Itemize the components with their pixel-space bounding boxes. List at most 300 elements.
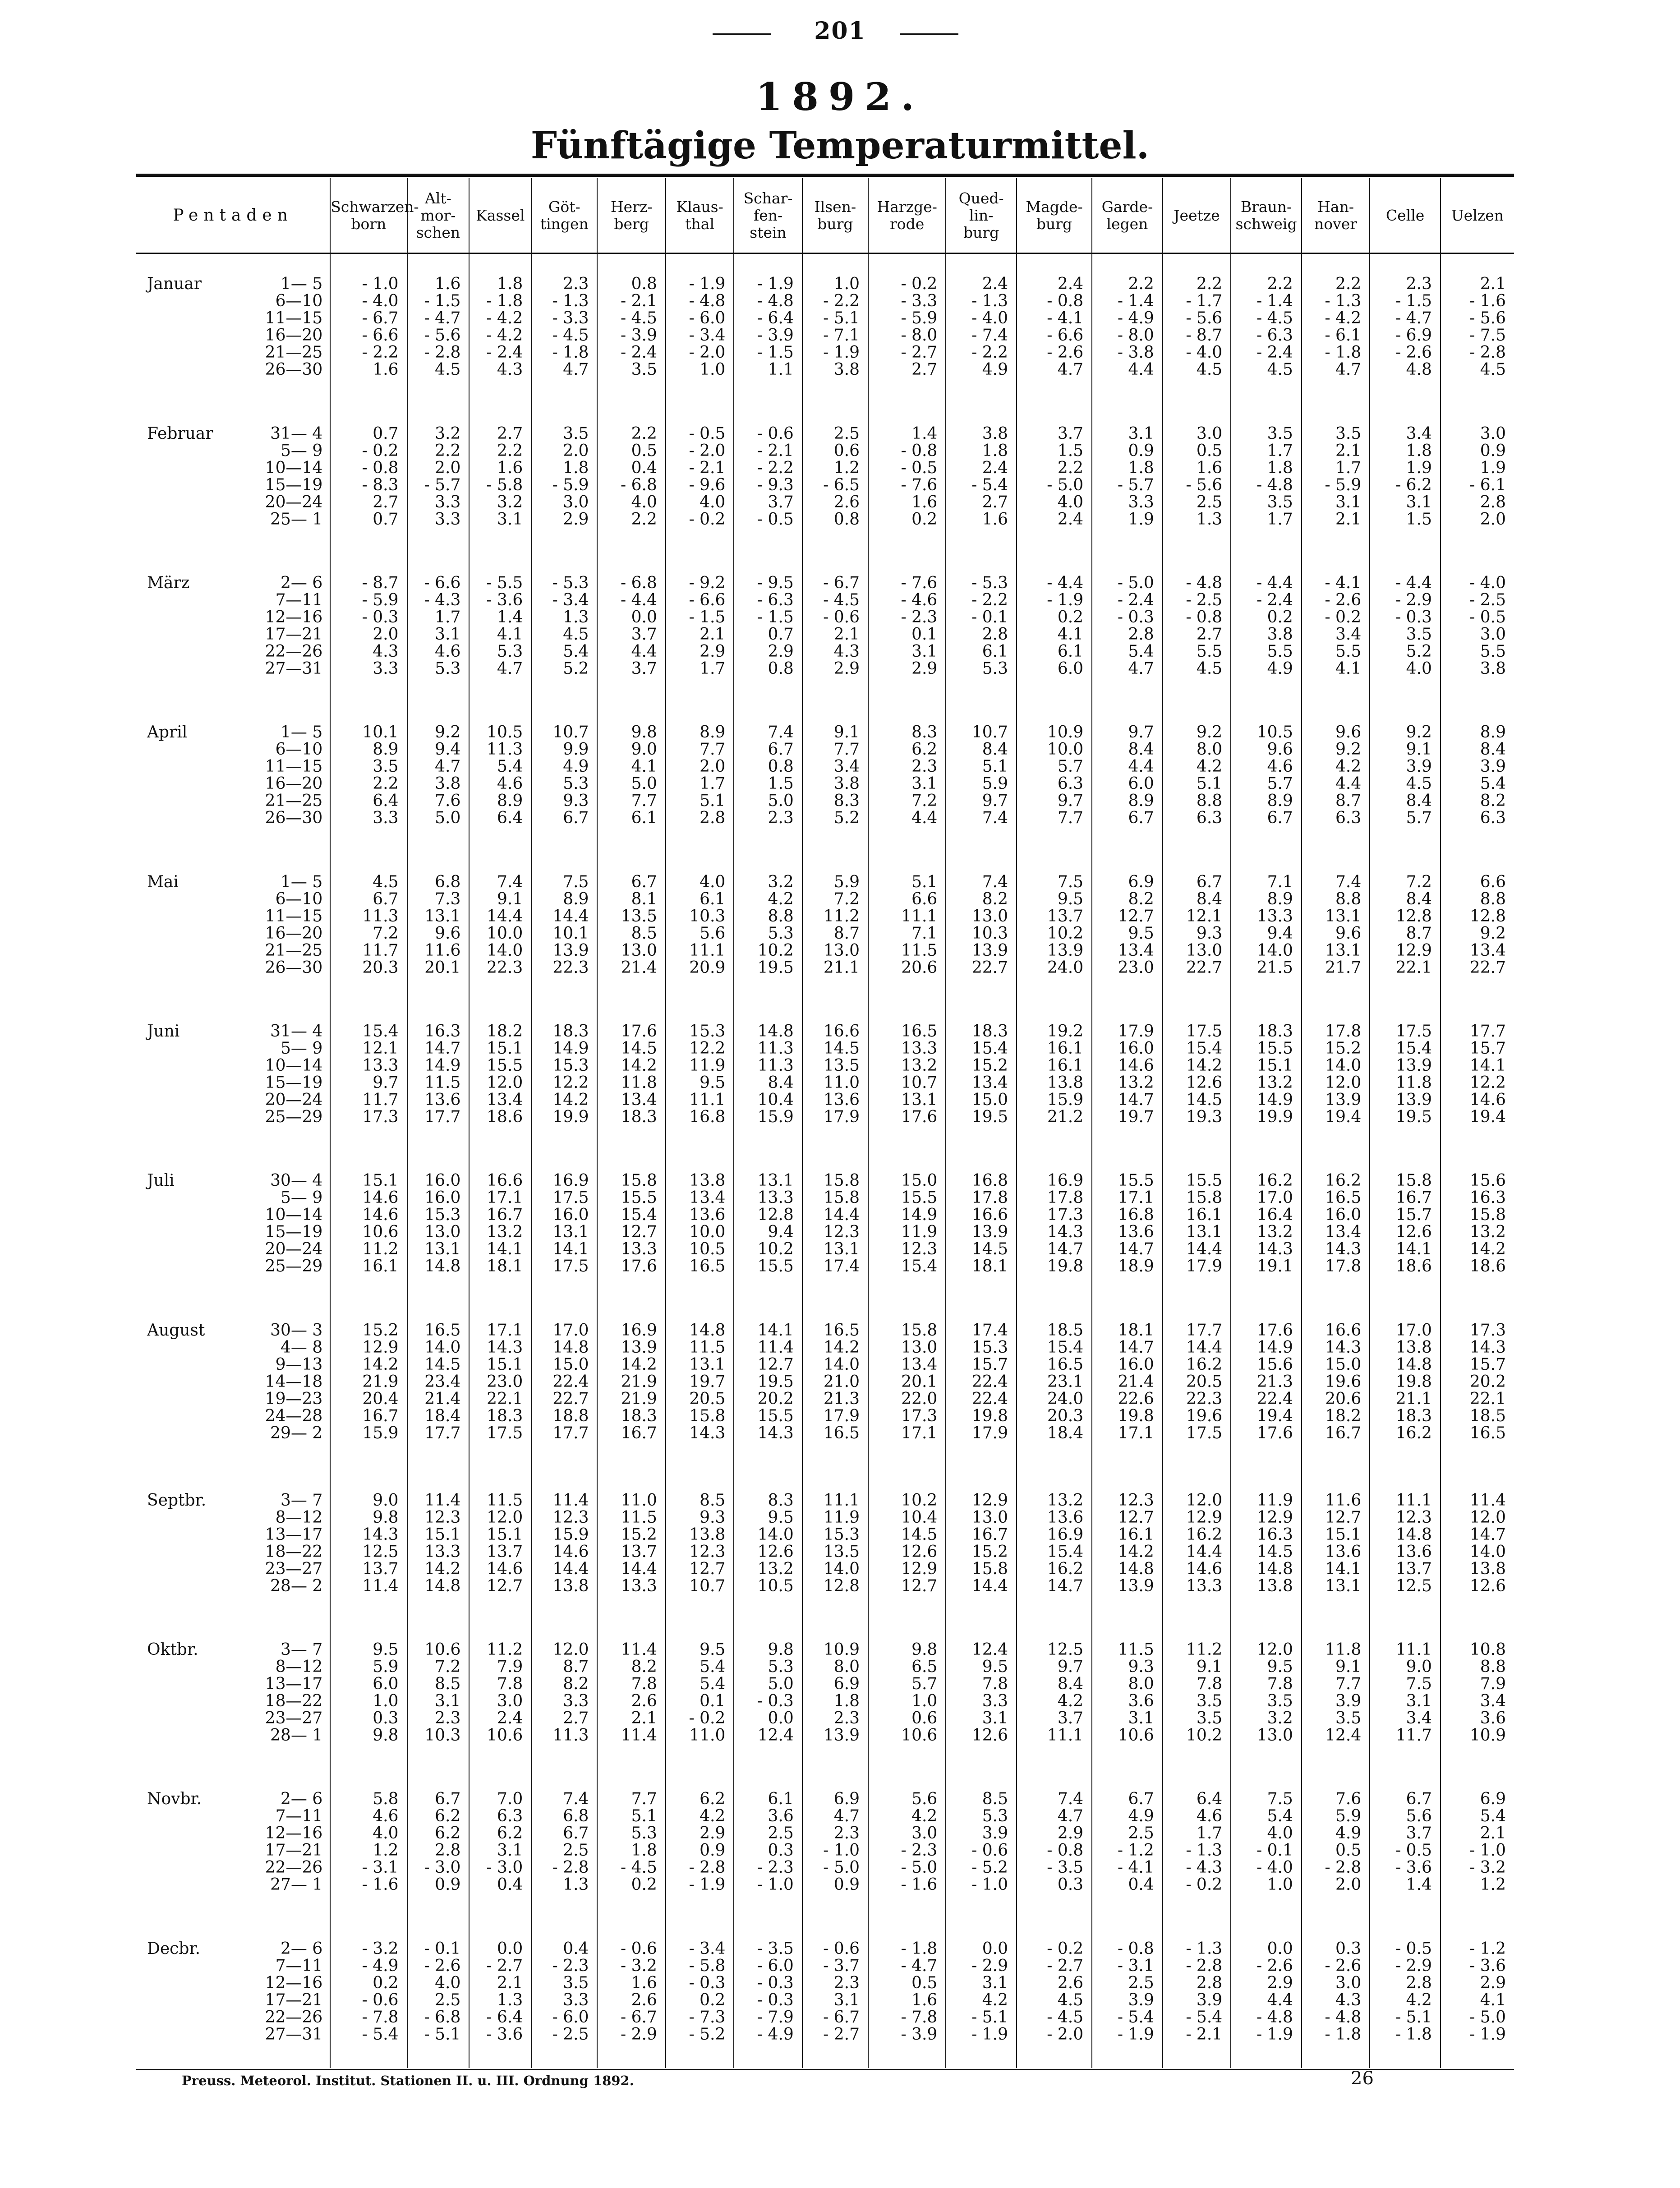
temperature-value: 2.3 xyxy=(833,1824,860,1843)
temperature-value: 3.8 xyxy=(1480,659,1506,678)
temperature-value: 11.1 xyxy=(1395,1640,1432,1659)
temperature-value: 14.0 xyxy=(1257,941,1293,960)
temperature-value: - 1.5 xyxy=(689,608,726,626)
temperature-value: 3.1 xyxy=(911,774,938,793)
temperature-value: 19.4 xyxy=(1257,1406,1293,1425)
temperature-value: 14.3 xyxy=(1469,1338,1506,1357)
temperature-value: - 5.5 xyxy=(486,573,523,592)
column-header-line: Ilsen- xyxy=(814,198,856,216)
temperature-value: 4.2 xyxy=(911,1807,938,1826)
temperature-value: 12.2 xyxy=(1469,1073,1506,1092)
month-name xyxy=(136,959,147,977)
temperature-value: 2.0 xyxy=(1480,510,1506,529)
temperature-value: 16.3 xyxy=(1257,1525,1293,1544)
temperature-value: - 1.3 xyxy=(1186,1841,1223,1860)
temperature-value: 6.1 xyxy=(982,642,1008,661)
temperature-value: 2.3 xyxy=(833,1709,860,1727)
temperature-value: 17.0 xyxy=(1395,1321,1432,1340)
temperature-value: 2.0 xyxy=(700,757,726,776)
temperature-value: 16.2 xyxy=(1186,1525,1223,1544)
header-dash-right xyxy=(900,33,958,35)
temperature-value: 11.9 xyxy=(1257,1491,1293,1510)
temperature-value: 11.4 xyxy=(424,1491,461,1510)
month-name xyxy=(136,1092,147,1109)
station-values-cell xyxy=(531,1001,597,1151)
temperature-value: 12.8 xyxy=(823,1576,860,1595)
temperature-value: 2.3 xyxy=(768,809,794,828)
pentad-range: 18—22 xyxy=(265,1691,323,1710)
temperature-value: - 0.8 xyxy=(1117,1939,1154,1958)
temperature-value: 12.6 xyxy=(971,1726,1008,1745)
temperature-value: 17.3 xyxy=(1469,1321,1506,1340)
temperature-value: 4.5 xyxy=(1406,774,1432,793)
pentad-range: 2— 6 xyxy=(281,1790,323,1809)
temperature-value: - 2.4 xyxy=(1256,590,1293,609)
temperature-value: 9.4 xyxy=(435,740,461,759)
temperature-value: - 0.3 xyxy=(757,1973,794,1992)
temperature-value: - 4.1 xyxy=(1117,1858,1154,1877)
temperature-value: 15.6 xyxy=(1469,1171,1506,1190)
temperature-value: 12.9 xyxy=(1395,941,1432,960)
temperature-value: 15.3 xyxy=(971,1338,1008,1357)
temperature-value: 2.9 xyxy=(833,659,860,678)
temperature-value: - 8.0 xyxy=(1117,326,1154,345)
temperature-value: 3.1 xyxy=(497,510,523,529)
column-header-line: Harzge- xyxy=(877,198,937,216)
temperature-value: 5.0 xyxy=(435,809,461,828)
temperature-value: 3.0 xyxy=(563,493,589,511)
temperature-value: 16.5 xyxy=(823,1423,860,1442)
temperature-value: 2.5 xyxy=(563,1841,589,1860)
temperature-value: - 1.9 xyxy=(689,275,726,293)
temperature-value: 5.4 xyxy=(563,642,589,661)
column-header-line: Pentaden xyxy=(173,206,293,225)
temperature-value: 8.8 xyxy=(768,907,794,926)
month-name xyxy=(136,1727,147,1744)
temperature-value: - 1.5 xyxy=(757,608,794,626)
temperature-value: 13.7 xyxy=(362,1559,399,1578)
temperature-value: 4.0 xyxy=(631,493,657,511)
pentad-range: 30— 3 xyxy=(270,1321,323,1340)
temperature-value: 5.4 xyxy=(700,1674,726,1693)
temperature-value: 17.1 xyxy=(1118,1188,1154,1207)
pentad-range: 16—20 xyxy=(265,924,323,943)
temperature-value: - 0.3 xyxy=(1395,608,1432,626)
month-name xyxy=(136,511,147,528)
temperature-value: - 4.2 xyxy=(486,326,523,345)
temperature-value: - 3.4 xyxy=(552,590,589,609)
month-name xyxy=(136,1992,147,2009)
temperature-value: 2.9 xyxy=(911,659,938,678)
column-header-station xyxy=(407,178,469,253)
temperature-value: 14.1 xyxy=(1325,1559,1362,1578)
temperature-value: 13.8 xyxy=(1257,1576,1293,1595)
temperature-value: - 2.2 xyxy=(757,458,794,477)
temperature-value: 14.6 xyxy=(552,1542,589,1561)
pentad-label-row xyxy=(136,874,330,891)
temperature-value: 7.0 xyxy=(497,1790,523,1809)
temperature-value: 7.8 xyxy=(631,1674,657,1693)
temperature-value: 2.3 xyxy=(435,1709,461,1727)
temperature-value: 8.3 xyxy=(833,792,860,811)
temperature-value: 5.3 xyxy=(982,1807,1008,1826)
station-values-cell xyxy=(1231,1919,1302,2068)
temperature-value: 16.2 xyxy=(1186,1355,1223,1374)
temperature-value: 23.4 xyxy=(424,1372,461,1391)
temperature-value: 14.9 xyxy=(901,1206,938,1225)
temperature-value: - 2.1 xyxy=(689,458,726,477)
pentad-label-row xyxy=(136,1992,330,2009)
temperature-value: 16.2 xyxy=(1257,1171,1293,1190)
station-values-cell xyxy=(1231,1769,1302,1918)
temperature-value: 3.7 xyxy=(1057,424,1084,443)
temperature-value: 8.0 xyxy=(1128,1674,1154,1693)
temperature-value: 8.3 xyxy=(911,723,938,742)
temperature-value: - 5.0 xyxy=(1469,2008,1506,2027)
temperature-value: 3.3 xyxy=(435,510,461,529)
temperature-value: - 3.4 xyxy=(689,326,726,345)
temperature-value: - 1.0 xyxy=(1469,1841,1506,1860)
temperature-value: 7.3 xyxy=(435,889,461,908)
pentad-labels xyxy=(136,1470,330,1620)
temperature-value: 13.4 xyxy=(901,1355,938,1374)
temperature-value: 21.9 xyxy=(621,1389,657,1408)
temperature-value: 15.5 xyxy=(901,1188,938,1207)
station-values-cell xyxy=(1370,1001,1441,1151)
temperature-value: 14.0 xyxy=(424,1338,461,1357)
temperature-value: 14.4 xyxy=(971,1576,1008,1595)
pentad-label-row xyxy=(136,1074,330,1092)
temperature-value: - 5.9 xyxy=(901,309,938,327)
temperature-value: 12.6 xyxy=(1395,1223,1432,1242)
temperature-value: 0.9 xyxy=(1128,441,1154,460)
column-header-station xyxy=(868,178,946,253)
pentad-range: 21—25 xyxy=(265,792,323,811)
temperature-value: 21.4 xyxy=(1118,1372,1154,1391)
temperature-value: 14.7 xyxy=(1118,1090,1154,1109)
temperature-value: 16.9 xyxy=(552,1171,589,1190)
station-values-cell xyxy=(407,852,469,1001)
temperature-value: - 3.6 xyxy=(1469,1956,1506,1975)
month-name xyxy=(136,1958,147,1975)
temperature-value: 12.3 xyxy=(901,1240,938,1259)
temperature-value: 7.7 xyxy=(1057,809,1084,828)
temperature-value: - 6.8 xyxy=(621,573,657,592)
temperature-value: 15.5 xyxy=(757,1406,794,1425)
temperature-value: 9.4 xyxy=(1267,924,1293,943)
temperature-value: 2.2 xyxy=(1057,458,1084,477)
temperature-value: 13.2 xyxy=(901,1056,938,1075)
column-header-line: Celle xyxy=(1385,206,1425,224)
temperature-value: 8.9 xyxy=(373,740,399,759)
temperature-value: 10.2 xyxy=(1186,1726,1223,1745)
temperature-value: 5.9 xyxy=(373,1657,399,1676)
temperature-value: 2.1 xyxy=(1335,441,1362,460)
temperature-value: 2.7 xyxy=(373,493,399,511)
temperature-value: 12.5 xyxy=(1047,1640,1084,1659)
temperature-value: 4.9 xyxy=(1335,1824,1362,1843)
temperature-value: - 2.4 xyxy=(1256,343,1293,362)
station-values-cell xyxy=(666,1470,734,1620)
temperature-value: - 4.8 xyxy=(1256,475,1293,494)
temperature-value: 2.9 xyxy=(768,642,794,661)
temperature-value: - 4.6 xyxy=(901,590,938,609)
column-header-station xyxy=(1231,178,1302,253)
temperature-value: - 1.8 xyxy=(901,1939,938,1958)
temperature-value: - 1.5 xyxy=(757,343,794,362)
temperature-value: 5.0 xyxy=(768,792,794,811)
temperature-value: 7.1 xyxy=(1267,872,1293,891)
temperature-value: 3.7 xyxy=(1406,1824,1432,1843)
temperature-value: 3.5 xyxy=(1196,1691,1223,1710)
temperature-value: 1.0 xyxy=(373,1691,399,1710)
pentad-label-row xyxy=(136,1092,330,1109)
temperature-value: 21.2 xyxy=(1047,1107,1084,1126)
station-values-cell xyxy=(597,1001,665,1151)
month-name: August xyxy=(147,1321,205,1340)
column-header-line: Kassel xyxy=(476,206,525,224)
temperature-value: 5.5 xyxy=(1335,642,1362,661)
temperature-value: - 5.3 xyxy=(971,573,1008,592)
pentad-label-row xyxy=(136,1356,330,1373)
month-name xyxy=(136,1189,147,1207)
temperature-value: 3.1 xyxy=(833,1990,860,2009)
pentad-range: 2— 6 xyxy=(281,1939,323,1958)
station-values-cell xyxy=(330,1919,407,2068)
temperature-value: 3.7 xyxy=(1057,1709,1084,1727)
temperature-value: 11.1 xyxy=(901,907,938,926)
temperature-value: 16.1 xyxy=(1047,1039,1084,1058)
temperature-value: - 3.5 xyxy=(757,1939,794,1958)
temperature-value: 14.9 xyxy=(552,1039,589,1058)
temperature-value: 20.2 xyxy=(757,1389,794,1408)
temperature-value: - 2.5 xyxy=(1186,590,1223,609)
temperature-value: 7.9 xyxy=(497,1657,523,1676)
month-name xyxy=(136,1859,147,1876)
temperature-value: 5.9 xyxy=(833,872,860,891)
temperature-value: 2.3 xyxy=(833,1973,860,1992)
bottom-rule xyxy=(136,2069,1514,2070)
temperature-value: - 5.6 xyxy=(424,326,461,345)
temperature-value: 1.6 xyxy=(1196,458,1223,477)
column-header-line: Uelzen xyxy=(1451,206,1504,224)
month-name xyxy=(136,1258,147,1275)
pentad-label-row xyxy=(136,276,330,293)
temperature-value: - 4.4 xyxy=(1047,573,1084,592)
pentad-range: 23—27 xyxy=(265,1709,323,1727)
temperature-value: - 5.7 xyxy=(424,475,461,494)
temperature-value: 13.0 xyxy=(621,941,657,960)
temperature-value: 3.1 xyxy=(1128,424,1154,443)
temperature-value: 13.4 xyxy=(487,1090,523,1109)
temperature-value: 2.5 xyxy=(1128,1824,1154,1843)
pentad-range: 15—19 xyxy=(265,1223,323,1242)
station-values-cell xyxy=(1370,852,1441,1001)
temperature-value: 21.7 xyxy=(1325,958,1362,977)
temperature-value: 16.6 xyxy=(487,1171,523,1190)
temperature-value: 15.5 xyxy=(1257,1039,1293,1058)
column-header-line: legen xyxy=(1106,215,1148,233)
temperature-value: 5.7 xyxy=(1267,774,1293,793)
pentad-label-row xyxy=(136,1710,330,1727)
temperature-value: - 3.2 xyxy=(362,1939,399,1958)
temperature-value: 16.7 xyxy=(621,1423,657,1442)
temperature-value: - 3.5 xyxy=(1047,1858,1084,1877)
temperature-value: 10.4 xyxy=(901,1508,938,1527)
temperature-value: 6.7 xyxy=(768,740,794,759)
column-header-station xyxy=(802,178,868,253)
station-values-cell xyxy=(802,1470,868,1620)
temperature-value: 2.7 xyxy=(563,1709,589,1727)
pentad-labels xyxy=(136,553,330,702)
temperature-value: - 5.0 xyxy=(1117,573,1154,592)
pentad-range: 22—26 xyxy=(265,642,323,661)
temperature-value: 14.0 xyxy=(1469,1542,1506,1561)
temperature-value: 0.0 xyxy=(631,608,657,626)
temperature-value: 3.0 xyxy=(1480,424,1506,443)
temperature-value: 11.8 xyxy=(1395,1073,1432,1092)
temperature-value: - 4.8 xyxy=(757,292,794,310)
temperature-value: - 0.3 xyxy=(689,1973,726,1992)
temperature-value: - 6.6 xyxy=(689,590,726,609)
temperature-value: - 2.7 xyxy=(486,1956,523,1975)
pentad-label-row xyxy=(136,310,330,327)
temperature-value: 3.8 xyxy=(982,424,1008,443)
temperature-value: 5.4 xyxy=(1267,1807,1293,1826)
temperature-value: 12.9 xyxy=(362,1338,399,1357)
temperature-value: - 0.2 xyxy=(1047,1939,1084,1958)
pentad-label-row xyxy=(136,810,330,827)
temperature-value: - 2.6 xyxy=(1325,590,1362,609)
temperature-value: 1.8 xyxy=(497,275,523,293)
station-values-cell xyxy=(597,553,665,702)
temperature-value: 4.6 xyxy=(373,1807,399,1826)
station-values-cell xyxy=(1370,1620,1441,1769)
temperature-value: 10.5 xyxy=(689,1240,726,1259)
temperature-value: 10.2 xyxy=(757,1240,794,1259)
month-block xyxy=(136,1001,1514,1151)
temperature-value: - 2.5 xyxy=(1469,590,1506,609)
station-values-cell xyxy=(531,1919,597,2068)
column-header-station xyxy=(469,178,531,253)
station-values-cell xyxy=(1092,1769,1163,1918)
top-rule xyxy=(136,174,1514,177)
station-values-cell xyxy=(734,1001,802,1151)
temperature-value: 13.1 xyxy=(424,907,461,926)
temperature-value: 18.2 xyxy=(487,1022,523,1041)
temperature-value: 2.0 xyxy=(435,458,461,477)
pentad-label-row xyxy=(136,1958,330,1975)
station-values-cell xyxy=(1017,852,1092,1001)
temperature-value: 1.0 xyxy=(700,360,726,379)
temperature-value: 13.3 xyxy=(1186,1576,1223,1595)
temperature-value: 13.2 xyxy=(1257,1223,1293,1242)
pentad-label-row xyxy=(136,1373,330,1391)
temperature-value: 0.8 xyxy=(631,275,657,293)
temperature-value: 10.0 xyxy=(487,924,523,943)
temperature-value: 15.9 xyxy=(1047,1090,1084,1109)
month-name xyxy=(136,1408,147,1425)
temperature-value: 15.2 xyxy=(362,1321,399,1340)
temperature-value: - 4.2 xyxy=(1325,309,1362,327)
station-values-cell xyxy=(330,1300,407,1470)
temperature-value: 8.4 xyxy=(1406,792,1432,811)
temperature-value: 12.7 xyxy=(757,1355,794,1374)
temperature-value: - 9.6 xyxy=(689,475,726,494)
temperature-value: - 2.8 xyxy=(1325,1858,1362,1877)
column-header-line: Alt- xyxy=(425,189,451,207)
temperature-value: 1.8 xyxy=(1267,458,1293,477)
temperature-value: 18.5 xyxy=(1469,1406,1506,1425)
temperature-value: - 3.0 xyxy=(424,1858,461,1877)
temperature-value: 2.2 xyxy=(497,441,523,460)
temperature-value: 14.4 xyxy=(1186,1542,1223,1561)
station-values-cell xyxy=(1231,253,1302,404)
temperature-value: 8.3 xyxy=(768,1491,794,1510)
temperature-value: - 5.1 xyxy=(971,2008,1008,2027)
station-values-cell xyxy=(330,1001,407,1151)
temperature-value: 12.6 xyxy=(1469,1576,1506,1595)
temperature-value: 7.4 xyxy=(768,723,794,742)
temperature-value: 14.8 xyxy=(757,1022,794,1041)
temperature-value: 23.0 xyxy=(1118,958,1154,977)
temperature-value: - 2.2 xyxy=(823,292,860,310)
temperature-value: 7.4 xyxy=(982,872,1008,891)
station-values-cell xyxy=(1441,1470,1514,1620)
station-values-cell xyxy=(666,1001,734,1151)
temperature-value: 21.1 xyxy=(1395,1389,1432,1408)
temperature-value: 2.8 xyxy=(1406,1973,1432,1992)
temperature-value: 17.8 xyxy=(1325,1022,1362,1041)
station-values-cell xyxy=(1302,1620,1370,1769)
temperature-value: - 2.3 xyxy=(552,1956,589,1975)
temperature-value: 3.9 xyxy=(1196,1990,1223,2009)
station-values-cell xyxy=(597,702,665,852)
month-name xyxy=(136,1109,147,1126)
temperature-value: - 0.6 xyxy=(971,1841,1008,1860)
column-header-line: born xyxy=(351,215,387,233)
temperature-value: 8.7 xyxy=(833,924,860,943)
temperature-value: 8.5 xyxy=(435,1674,461,1693)
temperature-value: 4.0 xyxy=(373,1824,399,1843)
temperature-value: 9.3 xyxy=(1128,1657,1154,1676)
station-values-cell xyxy=(802,702,868,852)
pentad-range: 7—11 xyxy=(275,590,323,609)
station-values-cell xyxy=(1092,253,1163,404)
column-header-pentaden xyxy=(136,178,330,253)
column-header-line: Schar- xyxy=(743,189,793,207)
temperature-value: 19.7 xyxy=(689,1372,726,1391)
temperature-value: 11.1 xyxy=(1047,1726,1084,1745)
station-values-cell xyxy=(531,253,597,404)
temperature-value: 12.0 xyxy=(1257,1640,1293,1659)
month-name: Decbr. xyxy=(147,1939,201,1958)
station-values-cell xyxy=(1231,1001,1302,1151)
temperature-value: 0.2 xyxy=(911,510,938,529)
temperature-value: 12.7 xyxy=(901,1576,938,1595)
temperature-value: 9.8 xyxy=(373,1508,399,1527)
temperature-value: 18.1 xyxy=(1118,1321,1154,1340)
temperature-value: 8.4 xyxy=(1406,889,1432,908)
temperature-value: - 0.5 xyxy=(1395,1939,1432,1958)
temperature-value: - 1.4 xyxy=(1117,292,1154,310)
temperature-value: 1.7 xyxy=(1267,441,1293,460)
temperature-value: - 1.5 xyxy=(424,292,461,310)
station-values-cell xyxy=(531,1470,597,1620)
temperature-value: 4.0 xyxy=(700,872,726,891)
temperature-value: 2.4 xyxy=(982,458,1008,477)
pentad-range: 16—20 xyxy=(265,326,323,345)
